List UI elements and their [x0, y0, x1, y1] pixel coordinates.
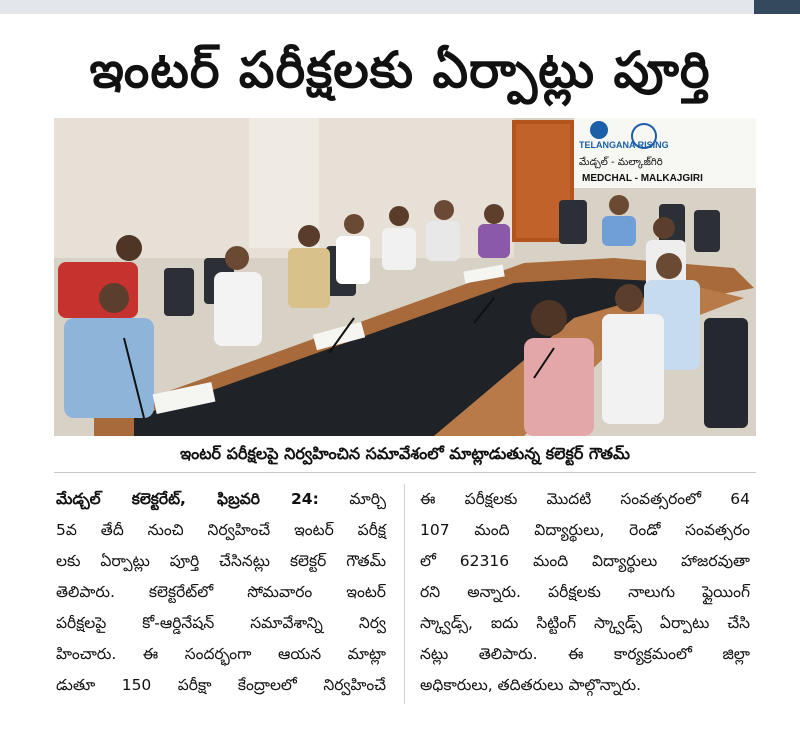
svg-text:TELANGANA RISING: TELANGANA RISING: [579, 140, 669, 150]
meeting-photo: [54, 118, 756, 436]
article-line: నట్లు తెలిపారు. ఈ కార్యక్రమంలో జిల్లా: [420, 645, 750, 663]
article-line: పరీక్షలపై కో-ఆర్డినేషన్ సమావేశాన్ని నిర్వ: [56, 614, 386, 632]
headline: ఇంటర్ పరీక్షలకు ఏర్పాట్లు పూర్తి: [89, 41, 711, 99]
svg-text:MEDCHAL - MALKAJGIRI: MEDCHAL - MALKAJGIRI: [582, 173, 703, 184]
article-line: రని అన్నారు. పరీక్షలకు నాలుగు ఫ్లైయింగ్: [420, 583, 750, 601]
article-line: ఈ పరీక్షలకు మొదటి సంవత్సరంలో 64: [420, 490, 750, 508]
article-line: 107 మంది విద్యార్థులు, రెండో సంవత్సరం: [420, 521, 750, 539]
dateline: మేడ్చల్ కలెక్టరేట్, ఫిబ్రవరి 24:: [56, 490, 319, 508]
article-line: అధికారులు, తదితరులు పాల్గొన్నారు.: [420, 676, 642, 694]
article-column-right: [420, 484, 750, 701]
article-line: స్క్వాడ్స్, ఐదు సిట్టింగ్ స్క్వాడ్స్ ఏర్పాటు చేసి: [420, 614, 750, 632]
article-line: డుతూ 150 పరీక్షా కేంద్రాలలో నిర్వహించే: [56, 676, 386, 694]
article-line: 5వ తేదీ నుంచి నిర్వహించే ఇంటర్ పరీక్ష: [56, 521, 386, 539]
article-column-left: [56, 484, 386, 701]
article-line: హించారు. ఈ సందర్భంగా ఆయన మాట్లా: [56, 645, 386, 663]
office-sign: [574, 118, 756, 188]
svg-text:మేడ్చల్ - మల్కాజ్‌గిరి: మేడ్చల్ - మల్కాజ్‌గిరి: [579, 157, 663, 168]
photo-caption: ఇంటర్ పరీక్షలపై నిర్వహించిన సమావేశంలో మాట్లాడుతున్న కలెక్టర్ గౌతమ్: [180, 444, 630, 463]
top-strip: [0, 0, 800, 14]
column-divider: [404, 484, 405, 704]
caption-divider: [54, 472, 756, 473]
article-line: లకు ఏర్పాట్లు పూర్తి చేసినట్లు కలెక్టర్ గౌతమ్: [56, 552, 386, 570]
article-line: మేడ్చల్ కలెక్టరేట్, ఫిబ్రవరి 24: మార్చి: [56, 490, 386, 508]
article-line: లో 62316 మంది విద్యార్థులు హాజరవుతా: [420, 552, 750, 570]
top-strip-accent: [754, 0, 800, 14]
article-line: తెలిపారు. కలెక్టరేట్‌లో సోమవారం ఇంటర్: [56, 583, 386, 601]
